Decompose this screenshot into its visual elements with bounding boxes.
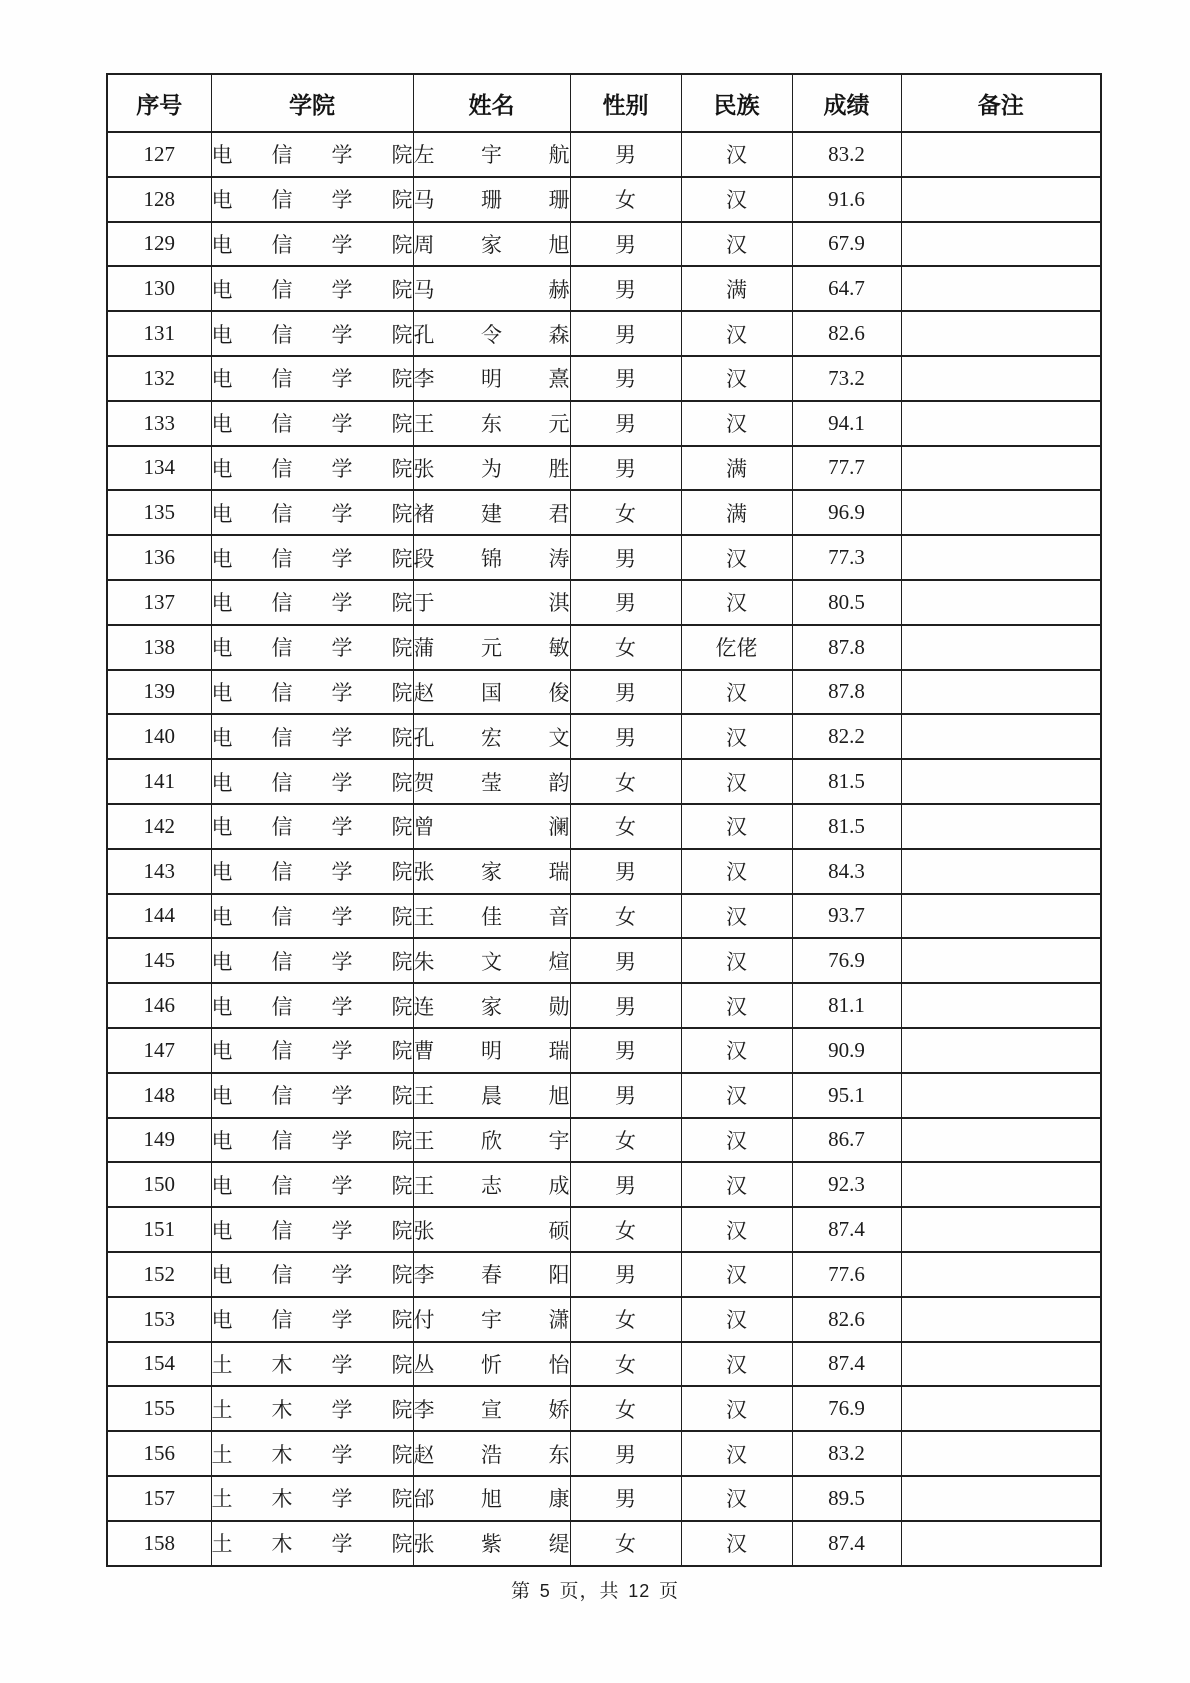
cell-score: 94.1 xyxy=(792,401,901,446)
cell-college: 土木学院 xyxy=(211,1476,413,1521)
cell-no: 139 xyxy=(107,670,211,715)
cell-no: 147 xyxy=(107,1028,211,1073)
page-number: 5 xyxy=(539,1581,551,1601)
cell-college: 电信学院 xyxy=(211,490,413,535)
cell-name: 王佳音 xyxy=(413,894,570,939)
cell-gender: 女 xyxy=(570,1207,681,1252)
cell-remark xyxy=(901,1073,1101,1118)
cell-ethnicity: 汉 xyxy=(681,1252,792,1297)
cell-remark xyxy=(901,177,1101,222)
cell-remark xyxy=(901,446,1101,491)
cell-gender: 女 xyxy=(570,759,681,804)
table-row xyxy=(107,1386,1101,1431)
table-row xyxy=(107,401,1101,446)
cell-remark xyxy=(901,938,1101,983)
cell-college: 电信学院 xyxy=(211,983,413,1028)
cell-no: 158 xyxy=(107,1521,211,1566)
table-row xyxy=(107,266,1101,311)
cell-score: 77.3 xyxy=(792,535,901,580)
cell-gender: 男 xyxy=(570,222,681,267)
cell-gender: 男 xyxy=(570,1073,681,1118)
cell-college: 电信学院 xyxy=(211,266,413,311)
cell-remark xyxy=(901,714,1101,759)
cell-score: 73.2 xyxy=(792,356,901,401)
cell-college: 电信学院 xyxy=(211,222,413,267)
cell-name: 王欣宇 xyxy=(413,1118,570,1163)
cell-ethnicity: 汉 xyxy=(681,849,792,894)
cell-name: 李宣娇 xyxy=(413,1386,570,1431)
cell-no: 146 xyxy=(107,983,211,1028)
cell-no: 134 xyxy=(107,446,211,491)
cell-score: 87.4 xyxy=(792,1342,901,1387)
cell-no: 140 xyxy=(107,714,211,759)
table-row xyxy=(107,625,1101,670)
column-header-ethnicity: 民族 xyxy=(681,74,792,132)
cell-remark xyxy=(901,535,1101,580)
cell-college: 电信学院 xyxy=(211,804,413,849)
cell-name: 丛忻怡 xyxy=(413,1342,570,1387)
cell-college: 电信学院 xyxy=(211,1207,413,1252)
cell-score: 87.8 xyxy=(792,670,901,715)
cell-college: 电信学院 xyxy=(211,1252,413,1297)
cell-gender: 女 xyxy=(570,1118,681,1163)
cell-ethnicity: 汉 xyxy=(681,894,792,939)
cell-gender: 男 xyxy=(570,580,681,625)
cell-college: 土木学院 xyxy=(211,1521,413,1566)
cell-gender: 男 xyxy=(570,670,681,715)
cell-remark xyxy=(901,580,1101,625)
cell-remark xyxy=(901,804,1101,849)
cell-remark xyxy=(901,1476,1101,1521)
cell-name: 贺莹韵 xyxy=(413,759,570,804)
table-row xyxy=(107,894,1101,939)
cell-gender: 男 xyxy=(570,1431,681,1476)
cell-no: 150 xyxy=(107,1162,211,1207)
cell-remark xyxy=(901,1118,1101,1163)
cell-ethnicity: 汉 xyxy=(681,1162,792,1207)
cell-ethnicity: 汉 xyxy=(681,1297,792,1342)
cell-college: 电信学院 xyxy=(211,311,413,356)
cell-ethnicity: 汉 xyxy=(681,580,792,625)
table-row xyxy=(107,1297,1101,1342)
table-row xyxy=(107,1162,1101,1207)
cell-score: 83.2 xyxy=(792,132,901,177)
footer-mid: 页，共 xyxy=(559,1581,620,1602)
cell-ethnicity: 汉 xyxy=(681,1073,792,1118)
cell-name: 连家勋 xyxy=(413,983,570,1028)
cell-remark xyxy=(901,625,1101,670)
cell-score: 81.5 xyxy=(792,759,901,804)
cell-gender: 女 xyxy=(570,1521,681,1566)
cell-ethnicity: 汉 xyxy=(681,132,792,177)
cell-no: 135 xyxy=(107,490,211,535)
cell-name: 赵国俊 xyxy=(413,670,570,715)
cell-name: 朱文煊 xyxy=(413,938,570,983)
cell-score: 87.8 xyxy=(792,625,901,670)
cell-score: 87.4 xyxy=(792,1207,901,1252)
table-row xyxy=(107,177,1101,222)
cell-remark xyxy=(901,1252,1101,1297)
cell-gender: 男 xyxy=(570,1028,681,1073)
column-header-name: 姓名 xyxy=(413,74,570,132)
cell-remark xyxy=(901,1342,1101,1387)
cell-name: 李明熹 xyxy=(413,356,570,401)
cell-college: 电信学院 xyxy=(211,1028,413,1073)
cell-gender: 男 xyxy=(570,1476,681,1521)
cell-ethnicity: 汉 xyxy=(681,1476,792,1521)
cell-ethnicity: 汉 xyxy=(681,714,792,759)
cell-name: 张为胜 xyxy=(413,446,570,491)
cell-gender: 女 xyxy=(570,177,681,222)
cell-score: 90.9 xyxy=(792,1028,901,1073)
cell-college: 电信学院 xyxy=(211,1297,413,1342)
table-row xyxy=(107,1252,1101,1297)
cell-name: 于淇 xyxy=(413,580,570,625)
table-row xyxy=(107,1073,1101,1118)
table-row xyxy=(107,1476,1101,1521)
cell-gender: 男 xyxy=(570,266,681,311)
score-table xyxy=(106,73,1102,1567)
cell-name: 曾澜 xyxy=(413,804,570,849)
cell-score: 67.9 xyxy=(792,222,901,267)
table-row xyxy=(107,356,1101,401)
cell-ethnicity: 汉 xyxy=(681,1431,792,1476)
cell-name: 马赫 xyxy=(413,266,570,311)
cell-no: 141 xyxy=(107,759,211,804)
cell-no: 151 xyxy=(107,1207,211,1252)
table-row xyxy=(107,1028,1101,1073)
cell-score: 89.5 xyxy=(792,1476,901,1521)
cell-remark xyxy=(901,983,1101,1028)
cell-college: 电信学院 xyxy=(211,938,413,983)
cell-score: 92.3 xyxy=(792,1162,901,1207)
cell-score: 64.7 xyxy=(792,266,901,311)
cell-name: 王志成 xyxy=(413,1162,570,1207)
cell-college: 电信学院 xyxy=(211,625,413,670)
cell-ethnicity: 汉 xyxy=(681,1028,792,1073)
cell-remark xyxy=(901,1162,1101,1207)
cell-no: 129 xyxy=(107,222,211,267)
table-row xyxy=(107,670,1101,715)
table-row xyxy=(107,1118,1101,1163)
cell-no: 137 xyxy=(107,580,211,625)
cell-gender: 男 xyxy=(570,535,681,580)
cell-no: 130 xyxy=(107,266,211,311)
cell-no: 132 xyxy=(107,356,211,401)
cell-remark xyxy=(901,759,1101,804)
cell-name: 邰旭康 xyxy=(413,1476,570,1521)
cell-name: 孔令森 xyxy=(413,311,570,356)
cell-no: 138 xyxy=(107,625,211,670)
cell-ethnicity: 汉 xyxy=(681,222,792,267)
cell-ethnicity: 满 xyxy=(681,490,792,535)
column-header-score: 成绩 xyxy=(792,74,901,132)
table-row xyxy=(107,759,1101,804)
table-row xyxy=(107,132,1101,177)
table-row xyxy=(107,983,1101,1028)
cell-ethnicity: 汉 xyxy=(681,177,792,222)
cell-score: 76.9 xyxy=(792,1386,901,1431)
table-body xyxy=(107,132,1101,1566)
cell-ethnicity: 汉 xyxy=(681,401,792,446)
cell-no: 142 xyxy=(107,804,211,849)
cell-gender: 男 xyxy=(570,401,681,446)
cell-name: 张紫缇 xyxy=(413,1521,570,1566)
column-header-college: 学院 xyxy=(211,74,413,132)
cell-name: 孔宏文 xyxy=(413,714,570,759)
cell-score: 83.2 xyxy=(792,1431,901,1476)
cell-no: 143 xyxy=(107,849,211,894)
cell-ethnicity: 汉 xyxy=(681,356,792,401)
cell-name: 褚建君 xyxy=(413,490,570,535)
cell-name: 曹明瑞 xyxy=(413,1028,570,1073)
cell-name: 付宇潇 xyxy=(413,1297,570,1342)
cell-score: 96.9 xyxy=(792,490,901,535)
cell-no: 153 xyxy=(107,1297,211,1342)
cell-no: 133 xyxy=(107,401,211,446)
cell-remark xyxy=(901,490,1101,535)
column-header-no: 序号 xyxy=(107,74,211,132)
cell-gender: 男 xyxy=(570,356,681,401)
cell-gender: 女 xyxy=(570,490,681,535)
cell-ethnicity: 汉 xyxy=(681,535,792,580)
column-header-remark: 备注 xyxy=(901,74,1101,132)
cell-no: 136 xyxy=(107,535,211,580)
cell-remark xyxy=(901,1431,1101,1476)
cell-ethnicity: 汉 xyxy=(681,759,792,804)
cell-ethnicity: 汉 xyxy=(681,804,792,849)
cell-name: 蒲元敏 xyxy=(413,625,570,670)
cell-no: 155 xyxy=(107,1386,211,1431)
cell-no: 149 xyxy=(107,1118,211,1163)
cell-score: 81.5 xyxy=(792,804,901,849)
table-row xyxy=(107,446,1101,491)
table-row xyxy=(107,490,1101,535)
table-row xyxy=(107,535,1101,580)
cell-gender: 女 xyxy=(570,894,681,939)
table-row xyxy=(107,938,1101,983)
cell-college: 电信学院 xyxy=(211,580,413,625)
cell-score: 76.9 xyxy=(792,938,901,983)
cell-no: 152 xyxy=(107,1252,211,1297)
cell-score: 93.7 xyxy=(792,894,901,939)
cell-no: 157 xyxy=(107,1476,211,1521)
cell-ethnicity: 仡佬 xyxy=(681,625,792,670)
column-header-gender: 性别 xyxy=(570,74,681,132)
cell-gender: 男 xyxy=(570,1162,681,1207)
cell-name: 张硕 xyxy=(413,1207,570,1252)
cell-remark xyxy=(901,894,1101,939)
footer-prefix: 第 xyxy=(510,1581,531,1602)
cell-name: 马珊珊 xyxy=(413,177,570,222)
total-pages: 12 xyxy=(628,1581,651,1601)
cell-gender: 男 xyxy=(570,714,681,759)
cell-score: 84.3 xyxy=(792,849,901,894)
cell-score: 95.1 xyxy=(792,1073,901,1118)
cell-ethnicity: 满 xyxy=(681,266,792,311)
cell-remark xyxy=(901,1297,1101,1342)
table-row xyxy=(107,804,1101,849)
cell-gender: 男 xyxy=(570,311,681,356)
cell-college: 电信学院 xyxy=(211,446,413,491)
cell-college: 土木学院 xyxy=(211,1431,413,1476)
table-row xyxy=(107,222,1101,267)
cell-ethnicity: 汉 xyxy=(681,1118,792,1163)
cell-ethnicity: 汉 xyxy=(681,983,792,1028)
table-row xyxy=(107,1342,1101,1387)
cell-remark xyxy=(901,849,1101,894)
cell-name: 王东元 xyxy=(413,401,570,446)
cell-remark xyxy=(901,1386,1101,1431)
table-header-row xyxy=(107,74,1101,132)
table-row xyxy=(107,1207,1101,1252)
cell-no: 145 xyxy=(107,938,211,983)
cell-remark xyxy=(901,401,1101,446)
cell-no: 131 xyxy=(107,311,211,356)
cell-score: 81.1 xyxy=(792,983,901,1028)
cell-no: 128 xyxy=(107,177,211,222)
cell-ethnicity: 汉 xyxy=(681,1521,792,1566)
cell-college: 电信学院 xyxy=(211,401,413,446)
cell-score: 87.4 xyxy=(792,1521,901,1566)
table-row xyxy=(107,1521,1101,1566)
cell-college: 电信学院 xyxy=(211,759,413,804)
cell-gender: 女 xyxy=(570,1297,681,1342)
table-row xyxy=(107,714,1101,759)
cell-college: 土木学院 xyxy=(211,1342,413,1387)
cell-score: 77.7 xyxy=(792,446,901,491)
cell-ethnicity: 汉 xyxy=(681,670,792,715)
cell-score: 77.6 xyxy=(792,1252,901,1297)
cell-no: 127 xyxy=(107,132,211,177)
cell-gender: 男 xyxy=(570,849,681,894)
cell-no: 156 xyxy=(107,1431,211,1476)
footer-suffix: 页 xyxy=(659,1581,680,1602)
cell-name: 左宇航 xyxy=(413,132,570,177)
cell-remark xyxy=(901,311,1101,356)
cell-college: 土木学院 xyxy=(211,1386,413,1431)
cell-remark xyxy=(901,356,1101,401)
cell-name: 段锦涛 xyxy=(413,535,570,580)
cell-remark xyxy=(901,1207,1101,1252)
cell-gender: 女 xyxy=(570,625,681,670)
cell-no: 148 xyxy=(107,1073,211,1118)
cell-ethnicity: 汉 xyxy=(681,1207,792,1252)
cell-gender: 男 xyxy=(570,446,681,491)
cell-name: 赵浩东 xyxy=(413,1431,570,1476)
cell-college: 电信学院 xyxy=(211,894,413,939)
cell-ethnicity: 汉 xyxy=(681,311,792,356)
table-row xyxy=(107,311,1101,356)
cell-ethnicity: 汉 xyxy=(681,938,792,983)
cell-college: 电信学院 xyxy=(211,132,413,177)
cell-remark xyxy=(901,1521,1101,1566)
cell-gender: 女 xyxy=(570,1342,681,1387)
cell-college: 电信学院 xyxy=(211,1118,413,1163)
cell-score: 82.6 xyxy=(792,311,901,356)
cell-college: 电信学院 xyxy=(211,670,413,715)
cell-score: 80.5 xyxy=(792,580,901,625)
cell-no: 144 xyxy=(107,894,211,939)
cell-college: 电信学院 xyxy=(211,1162,413,1207)
table-row xyxy=(107,849,1101,894)
cell-gender: 男 xyxy=(570,983,681,1028)
cell-name: 张家瑞 xyxy=(413,849,570,894)
cell-name: 李春阳 xyxy=(413,1252,570,1297)
cell-college: 电信学院 xyxy=(211,714,413,759)
cell-remark xyxy=(901,670,1101,715)
cell-ethnicity: 汉 xyxy=(681,1342,792,1387)
cell-college: 电信学院 xyxy=(211,356,413,401)
cell-remark xyxy=(901,132,1101,177)
cell-name: 周家旭 xyxy=(413,222,570,267)
cell-remark xyxy=(901,1028,1101,1073)
cell-gender: 男 xyxy=(570,132,681,177)
cell-gender: 男 xyxy=(570,938,681,983)
cell-remark xyxy=(901,266,1101,311)
cell-college: 电信学院 xyxy=(211,177,413,222)
cell-score: 82.6 xyxy=(792,1297,901,1342)
cell-remark xyxy=(901,222,1101,267)
cell-gender: 女 xyxy=(570,804,681,849)
cell-gender: 女 xyxy=(570,1386,681,1431)
table-row xyxy=(107,1431,1101,1476)
cell-score: 86.7 xyxy=(792,1118,901,1163)
cell-college: 电信学院 xyxy=(211,849,413,894)
cell-college: 电信学院 xyxy=(211,1073,413,1118)
cell-gender: 男 xyxy=(570,1252,681,1297)
page-footer xyxy=(0,1576,1190,1603)
cell-ethnicity: 汉 xyxy=(681,1386,792,1431)
cell-score: 91.6 xyxy=(792,177,901,222)
cell-score: 82.2 xyxy=(792,714,901,759)
cell-name: 王晨旭 xyxy=(413,1073,570,1118)
cell-no: 154 xyxy=(107,1342,211,1387)
table-row xyxy=(107,580,1101,625)
cell-college: 电信学院 xyxy=(211,535,413,580)
cell-ethnicity: 满 xyxy=(681,446,792,491)
